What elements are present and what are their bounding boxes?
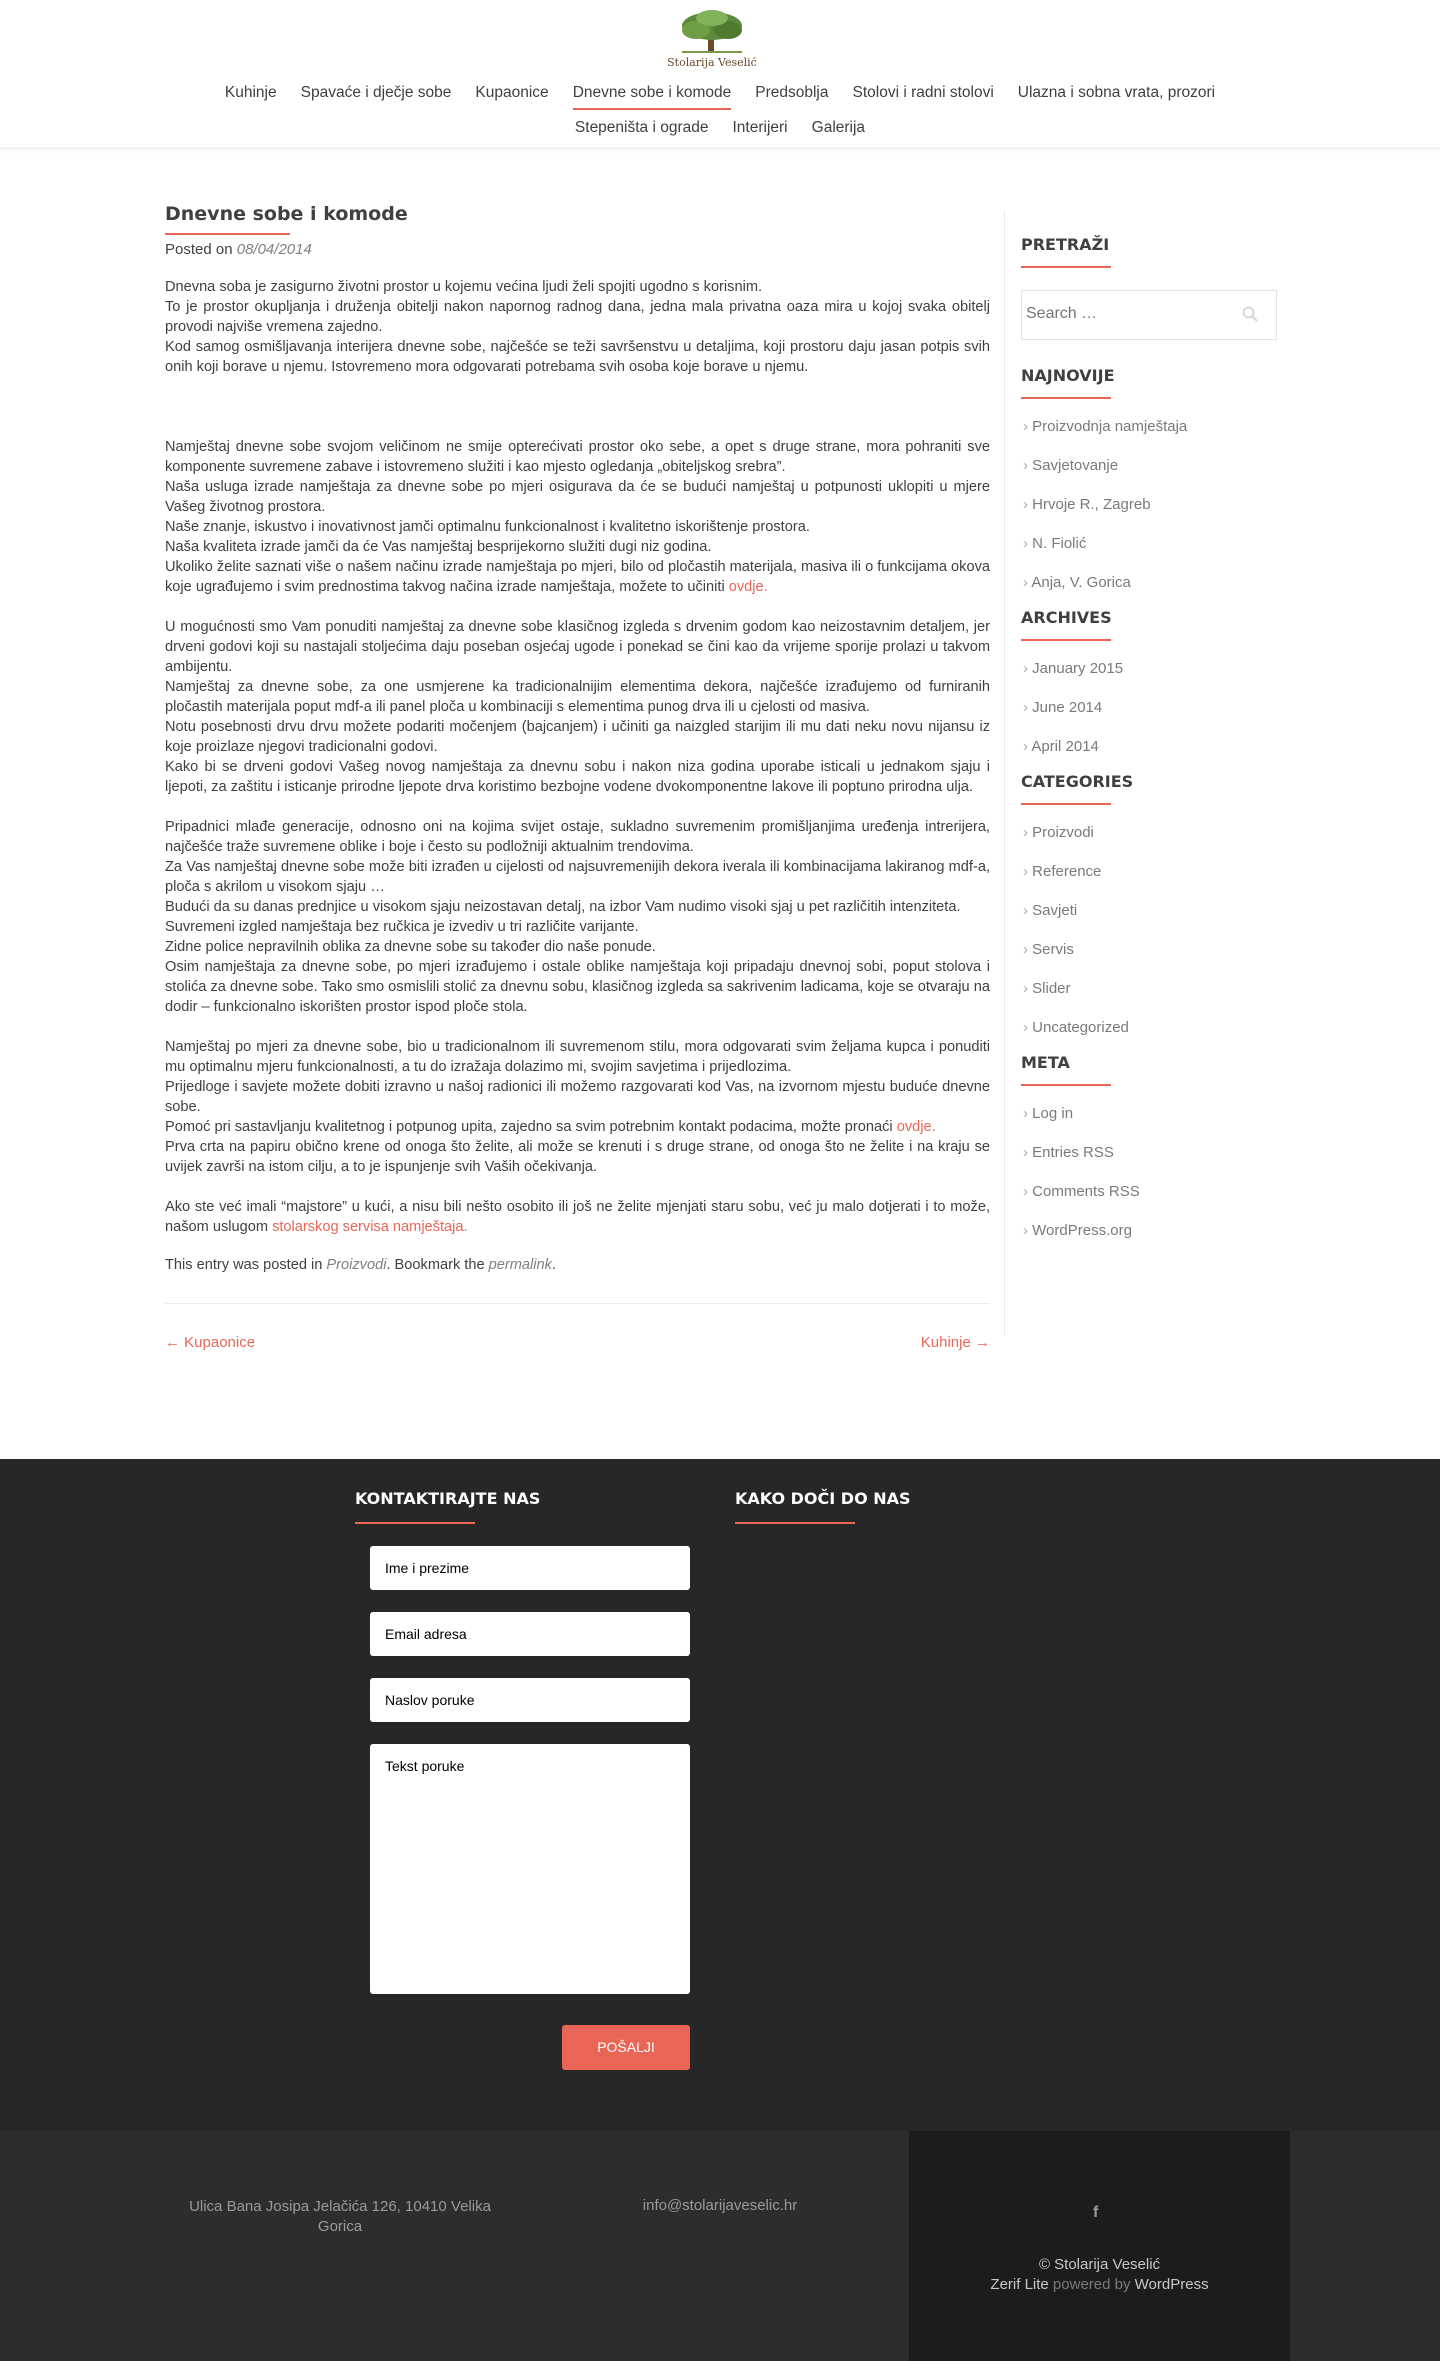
paragraph-line: Namještaj za dnevne sobe, za one usmjerene ka tradicionalnijim elementima dekora, najčešće izrađujemo od furniranih pločastih materijala poput mdf-a ili panel ploča u kombinaciji s elementima punog drva ili u cjelosti od masiva. [165,679,990,715]
sidebar [1004,210,1276,1335]
article [165,203,990,1351]
paragraph-line: Naša kvaliteta izrade jamči da će Vas namještaj besprijekorno služiti dugi niz godina. [165,539,712,555]
footer-widgets [0,1459,1440,2131]
paragraph-text: Pomoć pri sastavljanju kvalitetnog i potpunog upita, zajedno sa svim potrebnim kontakt podacima, možte pronaći [165,1119,897,1135]
meta-link[interactable]: › Comments RSS [1021,1178,1276,1217]
paragraph-line: U mogućnosti smo Vam ponuditi namještaj za dnevne sobe klasičnog izgleda s drvenim godom kao neizostavnim detaljem, jer drveni godovi koji su nastajali stoljećima daju poseban osjećaj ugode i ponekad se čini kao da vrijeme sporije prolazi u takvom ambijentu. [165,619,990,675]
post-date[interactable]: 08/04/2014 [236,241,312,258]
name-input[interactable]: Ime i prezime [370,1546,690,1590]
paragraph-line: Kod samog osmišljavanja interijera dnevne sobe, najčešće se teži savršenstvu u detaljima, koji prostoru daju jasan potpis svih onih koji borave u njemu. Istovremeno mora odgovarati potrebama svih osoba koje borave u njemu. [165,339,990,375]
nav-item-kuhinje[interactable]: Kuhinje [224,84,277,101]
divider [165,1303,990,1304]
paragraph-line: Budući da su danas prednjice u visokom sjaju neizostavan detalj, na izbor Vam nudimo visoki sjaj u pet različitih intenziteta. [165,899,961,915]
archives-widget-title: ARCHIVES [1021,608,1112,627]
main-nav-row-2 [0,119,1440,145]
facebook-icon[interactable]: f [1093,2204,1099,2221]
widget-underline [1021,1084,1111,1086]
search-icon[interactable] [1242,306,1258,322]
paragraph-4 [165,817,990,1017]
credits [909,2275,1290,2295]
nav-item-predsoblja[interactable]: Predsoblja [755,84,829,101]
category-link[interactable]: › Servis [1021,936,1276,975]
meta-link[interactable]: › Entries RSS [1021,1139,1276,1178]
main-nav-row-1 [0,84,1440,110]
nav-item-interijeri[interactable]: Interijeri [732,119,788,136]
next-post-link[interactable]: Kuhinje → [920,1334,990,1351]
tree-logo-icon [662,8,762,58]
paragraph-line: Notu posebnosti drvu drvu možete podariti močenjem (bajcanjem) i učiniti ga naizgled starijim ili mu dati neku novu nijansu iz koje proizlaze njegovi tradicionalni godovi. [165,719,990,755]
archive-link[interactable]: › January 2015 [1021,655,1276,694]
paragraph-line: Prva crta na papiru obično krene od onoga što želite, ali može se krenuti i s druge strane, od onoga što ne želite i na kraju se uvijek završi na istom cilju, a to je ispunjenje svih Vaših očekivanja. [165,1139,990,1175]
prev-post-link[interactable]: ← Kupaonice [165,1334,256,1351]
entry-meta [165,1257,990,1273]
recent-post-link[interactable]: › Proizvodnja namještaja [1021,413,1276,452]
submit-button[interactable]: POŠALJI [562,2025,690,2070]
recent-post-link[interactable]: › N. Fiolić [1021,530,1276,569]
paragraph-line: Naša usluga izrade namještaja za dnevne sobe po mjeri osigurava da će se budući namještaj u potpunosti uklopiti u mjere Vašeg životnog prostora. [165,479,990,515]
ovdje-link[interactable]: ovdje. [896,1119,936,1135]
directions-underline [735,1522,855,1524]
widget-underline [1021,803,1111,805]
powered-by: powered by [1048,2276,1135,2293]
paragraph-6 [165,1197,990,1237]
paragraph-3 [165,617,990,797]
contact-title: KONTAKTIRAJTE NAS [355,1489,541,1508]
paragraph-5 [165,1037,990,1177]
nav-item-galerija[interactable]: Galerija [811,119,866,136]
category-link[interactable]: › Savjeti [1021,897,1276,936]
recent-widget-title: NAJNOVIJE [1021,366,1115,385]
paragraph-2 [165,437,990,597]
permalink-link[interactable]: permalink [488,1257,552,1273]
email-input[interactable]: Email adresa [370,1612,690,1656]
paragraph-line: Naše znanje, iskustvo i inovativnost jamči optimalnu funkcionalnost i kvalitetno iskorištenje prostora. [165,519,810,535]
paragraph-line: Za Vas namještaj dnevne sobe može biti izrađen u cijelosti od najsuvremenijih dekora iverala ili kombinacijama lakiranog mdf-a, ploča s akrilom u visokom sjaju … [165,859,990,895]
search-input[interactable] [1026,305,1226,323]
paragraph-line: To je prostor okupljanja i druženja obitelji nakon napornog radnog dana, jedna mala privatna oaza mira u kojoj svaka obitelj provodi najviše vremena zajedno. [165,299,990,335]
meta-link[interactable]: › Log in [1021,1100,1276,1139]
categories-widget-title: CATEGORIES [1021,772,1134,791]
category-link[interactable]: › Proizvodi [1021,819,1276,858]
paragraph-line: Suvremeni izgled namještaja bez ručkica je izvediv u tri različite varijante. [165,919,639,935]
meta-prefix: This entry was posted in [165,1257,327,1273]
nav-item-vrata[interactable]: Ulazna i sobna vrata, prozori [1017,84,1216,101]
nav-item-stolovi[interactable]: Stolovi i radni stolovi [852,84,994,101]
paragraph-line [165,557,990,597]
meta-list [1021,1100,1276,1256]
nav-item-kupaonice[interactable]: Kupaonice [475,84,549,101]
copyright-text: © Stolarija Veselić [1038,2256,1161,2273]
footer-address: Ulica Bana Josipa Jelačića 126, 10410 Velika Gorica [189,2198,491,2235]
meta-widget-title: META [1021,1053,1070,1072]
copyright [909,2255,1290,2295]
search-box [1021,290,1277,340]
archives-list [1021,655,1276,772]
recent-post-link[interactable]: › Savjetovanje [1021,452,1276,491]
nav-item-spavace[interactable]: Spavaće i dječje sobe [300,84,452,101]
paragraph-line: Prijedloge i savjete možete dobiti izravno u našoj radionici ili možemo razgovarati kod Vas, na izvornom mjestu buduće dnevne sobe. [165,1079,990,1115]
widget-underline [1021,639,1111,641]
footer-email[interactable]: info@stolarijaveselic.hr [642,2197,798,2214]
subject-input[interactable]: Naslov poruke [370,1678,690,1722]
theme-link[interactable]: Zerif Lite [990,2276,1049,2293]
recent-post-link[interactable]: › Hrvoje R., Zagreb [1021,491,1276,530]
site-logo[interactable] [662,8,762,68]
nav-item-dnevne-sobe[interactable]: Dnevne sobe i komode [573,84,732,110]
paragraph-text: Ukoliko želite saznati više o našem načinu izrade namještaja po mjeri, bilo od pločastih materijala, masiva ili o funkcijama okova koje ugrađujemo i svim prednostima takvog načina izrade namještaja, možete to učiniti [165,559,990,595]
meta-mid: . Bookmark the [386,1257,489,1273]
paragraph-line [165,1117,990,1137]
message-textarea[interactable]: Tekst poruke [370,1744,690,1994]
footer-copyright-panel [909,2131,1290,2361]
archive-link[interactable]: › April 2014 [1021,733,1276,772]
archive-link[interactable]: › June 2014 [1021,694,1276,733]
posted-label: Posted on [165,241,233,258]
recent-post-link[interactable]: › Anja, V. Gorica [1021,569,1276,608]
meta-link[interactable]: › WordPress.org [1021,1217,1276,1256]
paragraph-text: Ako ste već imali “majstore” u kući, a nisu bili nešto osobito ili još ne želite mjenjati staru sobu, već ju malo dotjerati i to može, našom uslugom [165,1199,990,1235]
ovdje-link[interactable]: ovdje. [728,579,768,595]
paragraph-line: Dnevna soba je zasigurno životni prostor u kojemu većina ljudi želi spojiti ugodno s korisnim. [165,279,763,295]
paragraph-line: Namještaj dnevne sobe svojom veličinom ne smije opterećivati prostor oko sebe, a opet s druge strane, mora pohraniti sve komponente suvremene zabave i istovremeno služiti i kao mjesto ogledanja „obiteljskog srebra”. [165,439,990,475]
paragraph-line: Osim namještaja za dnevne sobe, po mjeri izrađujemo i ostale oblike namještaja koji pripadaju dnevnoj sobi, poput stolova i stolića za dnevne sobe. Tako smo osmislili stolić za dnevnu sobu, klasičnog izgleda sa sakrivenim ladicama, koje se otvaraju na dodir – funkcionalno iskorišten prostor ispod ploče stola. [165,959,990,1015]
search-widget-title: PRETRAŽI [1021,235,1110,254]
directions-title: KAKO DOČI DO NAS [735,1489,911,1508]
category-link[interactable]: › Slider [1021,975,1276,1014]
widget-underline [1021,266,1111,268]
logo-text: Stolarija Veselić [667,56,757,69]
wordpress-link[interactable]: WordPress [1134,2276,1209,2293]
title-underline [165,233,290,235]
category-link[interactable]: › Reference [1021,858,1276,897]
widget-underline [1021,397,1111,399]
contact-underline [355,1522,475,1524]
paragraph-line: Namještaj po mjeri za dnevne sobe, bio u tradicionalnom ili suvremenom stilu, mora odgovarati svim željama kupca i ponuditi mu optimalnu mjeru funkcionalnosti, a tu do izražaja dolazimo mi, svojim savjetima i prijedlozima. [165,1039,990,1075]
paragraph-intro [165,277,990,377]
footer-bottom [0,2131,1440,2361]
nav-item-stepenista[interactable]: Stepeništa i ograde [574,119,709,136]
paragraph-line: Pripadnici mlađe generacije, odnosno oni na kojima svijet ostaje, sukladno suvremenim promišljanjima uređenja intrerijera, najčešće traže suvremene oblike i boje i često su podložniji aktualnim trendovima. [165,819,990,855]
servis-link[interactable]: stolarskog servisa namještaja. [272,1219,468,1235]
paragraph-line: Kako bi se drveni godovi Vašeg novog namještaja za dnevnu sobu i nakon niza godina uporabe isticali u jednakom sjaju i ljepoti, za zaštitu i isticanje prirodne ljepote drva koristimo bezbojne vodene dvokomponentne lakove ili poptuno prirodna ulja. [165,759,990,795]
meta-suffix: . [551,1257,556,1273]
category-link[interactable]: Proizvodi [326,1257,387,1273]
recent-posts-list [1021,413,1276,608]
categories-list [1021,819,1276,1053]
site-header [0,0,1440,147]
post-navigation [165,1334,990,1351]
entry-title: Dnevne sobe i komode [165,203,408,225]
paragraph-line: Zidne police nepravilnih oblika za dnevne sobe su također dio naše ponude. [165,939,656,955]
posted-on [165,241,990,258]
category-link[interactable]: › Uncategorized [1021,1014,1276,1053]
